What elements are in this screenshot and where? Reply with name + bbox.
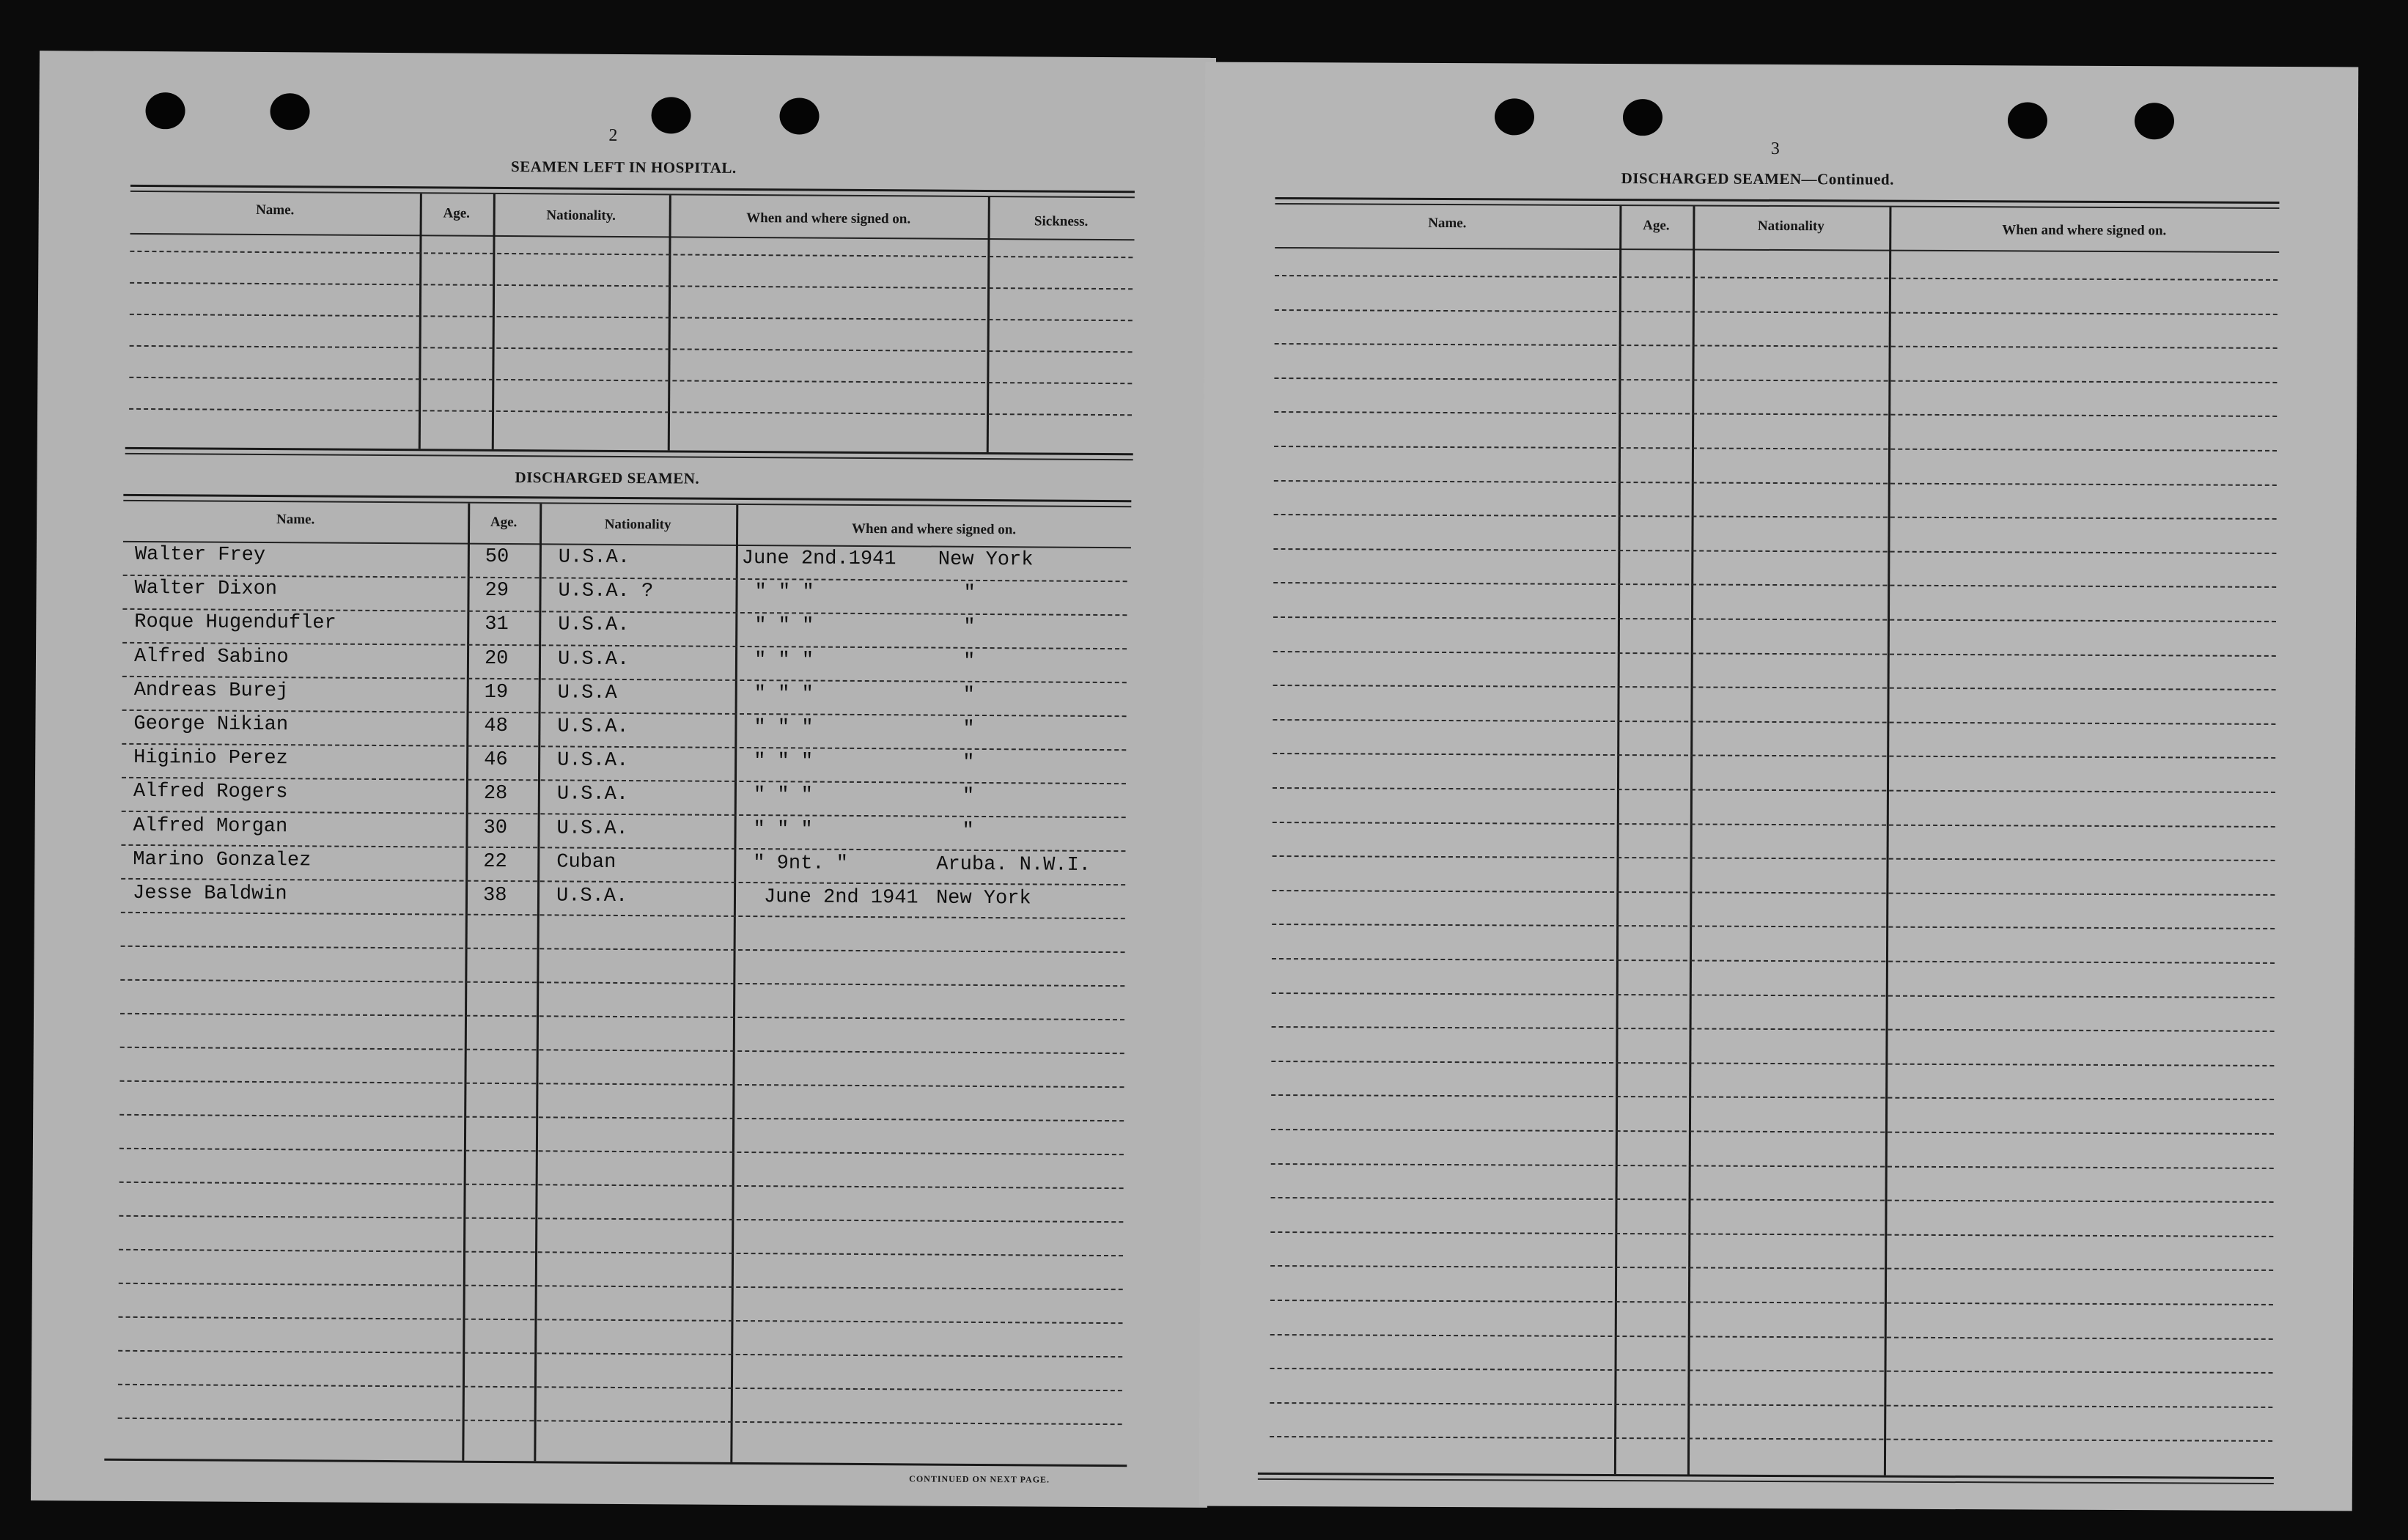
blank-line	[130, 345, 1133, 353]
hospital-blank-lines	[40, 51, 1216, 58]
punch-hole	[270, 93, 309, 130]
cell-name: Jesse Baldwin	[132, 882, 287, 906]
blank-line	[119, 1182, 1124, 1189]
blank-line	[130, 251, 1133, 258]
cell-age: 46	[484, 749, 508, 772]
cell-place: "	[962, 684, 976, 707]
blank-line	[118, 1418, 1122, 1425]
blank-line	[1272, 958, 2275, 964]
blank-line	[1275, 309, 2278, 315]
blank-line	[120, 1013, 1124, 1020]
blank-line	[1271, 1163, 2274, 1169]
column-divider	[1687, 206, 1695, 1474]
cell-age: 30	[483, 817, 508, 839]
blank-line	[1270, 1402, 2272, 1408]
blank-line	[118, 1350, 1122, 1357]
cell-nationality: U.S.A.	[556, 885, 628, 908]
page-number: 2	[608, 125, 618, 145]
cell-name: Higinio Perez	[133, 747, 288, 770]
blank-line	[119, 1283, 1123, 1290]
punch-hole	[2135, 103, 2174, 139]
discharged-blank-lines	[40, 51, 1216, 58]
blank-line	[1273, 822, 2275, 828]
right-page	[1199, 62, 2359, 1511]
punch-hole	[1495, 98, 1534, 135]
blank-line	[1273, 582, 2276, 588]
blank-line	[130, 282, 1133, 290]
blank-line	[1273, 753, 2275, 759]
blank-line	[118, 1384, 1122, 1391]
cell-place: "	[963, 616, 976, 639]
hospital-header-signed-on: When and where signed on.	[746, 210, 911, 227]
punch-hole	[2008, 102, 2047, 139]
blank-line	[1273, 787, 2275, 793]
table-rule	[1258, 1478, 2274, 1484]
cell-nationality: U.S.A.	[557, 715, 629, 739]
column-divider	[1614, 206, 1622, 1474]
blank-line	[1275, 275, 2278, 281]
cell-place: Aruba. N.W.I.	[936, 853, 1091, 877]
continued-note: CONTINUED ON NEXT PAGE.	[909, 1473, 1050, 1485]
left-page	[31, 51, 1216, 1508]
table-rule	[104, 1459, 1127, 1467]
cell-nationality: U.S.A.	[558, 614, 630, 637]
blank-line	[1273, 548, 2276, 554]
cell-age: 48	[484, 715, 508, 738]
cell-place: "	[962, 819, 974, 842]
cell-place: "	[963, 583, 976, 605]
cell-nationality: U.S.A.	[556, 817, 628, 840]
cell-date: " " "	[754, 682, 814, 706]
cell-date: " " "	[754, 717, 814, 740]
cell-nationality: U.S.A.	[557, 648, 630, 671]
blank-line	[119, 1148, 1124, 1155]
blank-line	[1275, 343, 2278, 349]
blank-line	[1270, 1231, 2273, 1237]
cell-nationality: U.S.A.	[557, 749, 629, 773]
hospital-header-name: Name.	[256, 202, 295, 218]
continued-header-signed-on: When and where signed on.	[2002, 222, 2167, 239]
page-number: 3	[1770, 139, 1780, 158]
cell-place: "	[962, 786, 975, 808]
blank-line	[119, 1114, 1124, 1121]
blank-line	[1273, 651, 2276, 657]
blank-line	[1274, 411, 2277, 417]
hospital-title: SEAMEN LEFT IN HOSPITAL.	[511, 158, 737, 177]
blank-line	[129, 377, 1132, 384]
continued-blank-lines	[1205, 62, 2358, 67]
punch-hole	[779, 97, 819, 134]
blank-line	[1272, 1026, 2275, 1032]
blank-line	[1270, 1300, 2273, 1305]
hospital-header-sickness: Sickness.	[1034, 213, 1089, 229]
blank-line	[1274, 446, 2277, 452]
blank-line	[1273, 616, 2276, 622]
continued-header-nationality: Nationality	[1757, 218, 1825, 235]
cell-nationality: U.S.A.	[558, 546, 630, 570]
cell-age: 38	[482, 884, 507, 907]
cell-age: 31	[485, 614, 509, 636]
cell-name: Marino Gonzalez	[133, 848, 312, 872]
cell-name: George Nikian	[133, 712, 289, 737]
cell-place: "	[962, 650, 976, 673]
continued-header-name: Name.	[1428, 215, 1467, 232]
blank-line	[1270, 1436, 2272, 1442]
blank-line	[119, 1215, 1123, 1223]
cell-date: " " "	[754, 751, 814, 773]
blank-line	[1274, 377, 2277, 383]
table-rule	[1275, 203, 2279, 209]
blank-line	[1272, 992, 2275, 998]
punch-hole	[651, 97, 691, 133]
cell-name: Andreas Burej	[133, 679, 289, 703]
cell-place: New York	[938, 548, 1034, 572]
table-rule	[1275, 197, 2279, 204]
punch-hole	[1623, 99, 1663, 136]
blank-line	[130, 314, 1133, 321]
cell-date: " " "	[753, 784, 813, 807]
cell-date: " " "	[753, 818, 813, 841]
continued-title	[1621, 169, 1894, 189]
cell-nationality: U.S.A. ?	[558, 580, 654, 603]
cell-place: "	[962, 752, 975, 775]
blank-line	[1271, 1129, 2274, 1135]
blank-line	[1271, 1094, 2274, 1100]
blank-line	[1271, 1061, 2274, 1066]
cell-nationality: Cuban	[556, 851, 616, 874]
blank-line	[119, 1249, 1123, 1256]
column-divider	[1884, 207, 1892, 1475]
cell-date: " " "	[754, 615, 814, 638]
cell-name: Alfred Morgan	[133, 814, 288, 838]
blank-line	[121, 912, 1125, 919]
blank-line	[1273, 719, 2275, 725]
cell-date: June 2nd.1941	[741, 547, 896, 571]
blank-line	[1271, 1197, 2274, 1203]
cell-name: Roque Hugendufler	[134, 611, 336, 635]
discharged-header-age: Age.	[490, 514, 518, 531]
blank-line	[1272, 890, 2275, 896]
header-rule	[1275, 247, 2279, 253]
blank-line	[1273, 685, 2276, 690]
blank-line	[120, 979, 1124, 987]
blank-line	[1274, 480, 2277, 486]
cell-nationality: U.S.A.	[556, 783, 629, 806]
blank-line	[1270, 1334, 2273, 1340]
cell-date: " " "	[754, 581, 814, 604]
blank-line	[1270, 1265, 2273, 1271]
cell-date: " " "	[754, 649, 814, 672]
cell-date: June 2nd 1941	[763, 886, 918, 910]
cell-name: Walter Frey	[134, 543, 266, 567]
blank-line	[1273, 855, 2275, 861]
cell-name: Alfred Rogers	[133, 781, 288, 804]
cell-nationality: U.S.A	[557, 682, 617, 704]
discharged-header-name: Name.	[276, 512, 315, 528]
blank-line	[119, 1080, 1124, 1088]
cell-name: Walter Dixon	[134, 578, 278, 601]
cell-age: 29	[485, 580, 509, 603]
cell-place: New York	[935, 887, 1031, 910]
discharged-title: DISCHARGED SEAMEN.	[515, 468, 700, 487]
blank-line	[120, 1047, 1124, 1054]
cell-age: 22	[483, 850, 507, 873]
blank-line	[118, 1316, 1122, 1324]
hospital-header-nationality: Nationality.	[546, 207, 616, 224]
header-rule	[130, 233, 1135, 240]
continued-header-age: Age.	[1643, 218, 1670, 234]
cell-name: Alfred Sabino	[133, 645, 289, 668]
blank-line	[1274, 514, 2277, 520]
discharged-header-nationality: Nationality	[604, 516, 671, 533]
continued-title-main: DISCHARGED SEAMEN	[1621, 169, 1802, 188]
discharged-header-signed-on: When and where signed on.	[852, 520, 1017, 538]
cell-age: 19	[484, 681, 509, 704]
blank-line	[121, 946, 1125, 953]
blank-line	[129, 408, 1132, 416]
cell-age: 20	[484, 647, 509, 670]
table-rule	[1258, 1473, 2274, 1479]
cell-place: "	[962, 718, 975, 740]
hospital-header-age: Age.	[443, 205, 470, 221]
blank-line	[1272, 924, 2275, 929]
cell-age: 28	[483, 783, 508, 806]
continued-title-suffix: —Continued.	[1801, 170, 1894, 188]
cell-date: " 9nt. "	[753, 852, 849, 875]
punch-hole	[145, 92, 185, 129]
blank-line	[1270, 1368, 2273, 1374]
cell-age: 50	[485, 545, 509, 569]
